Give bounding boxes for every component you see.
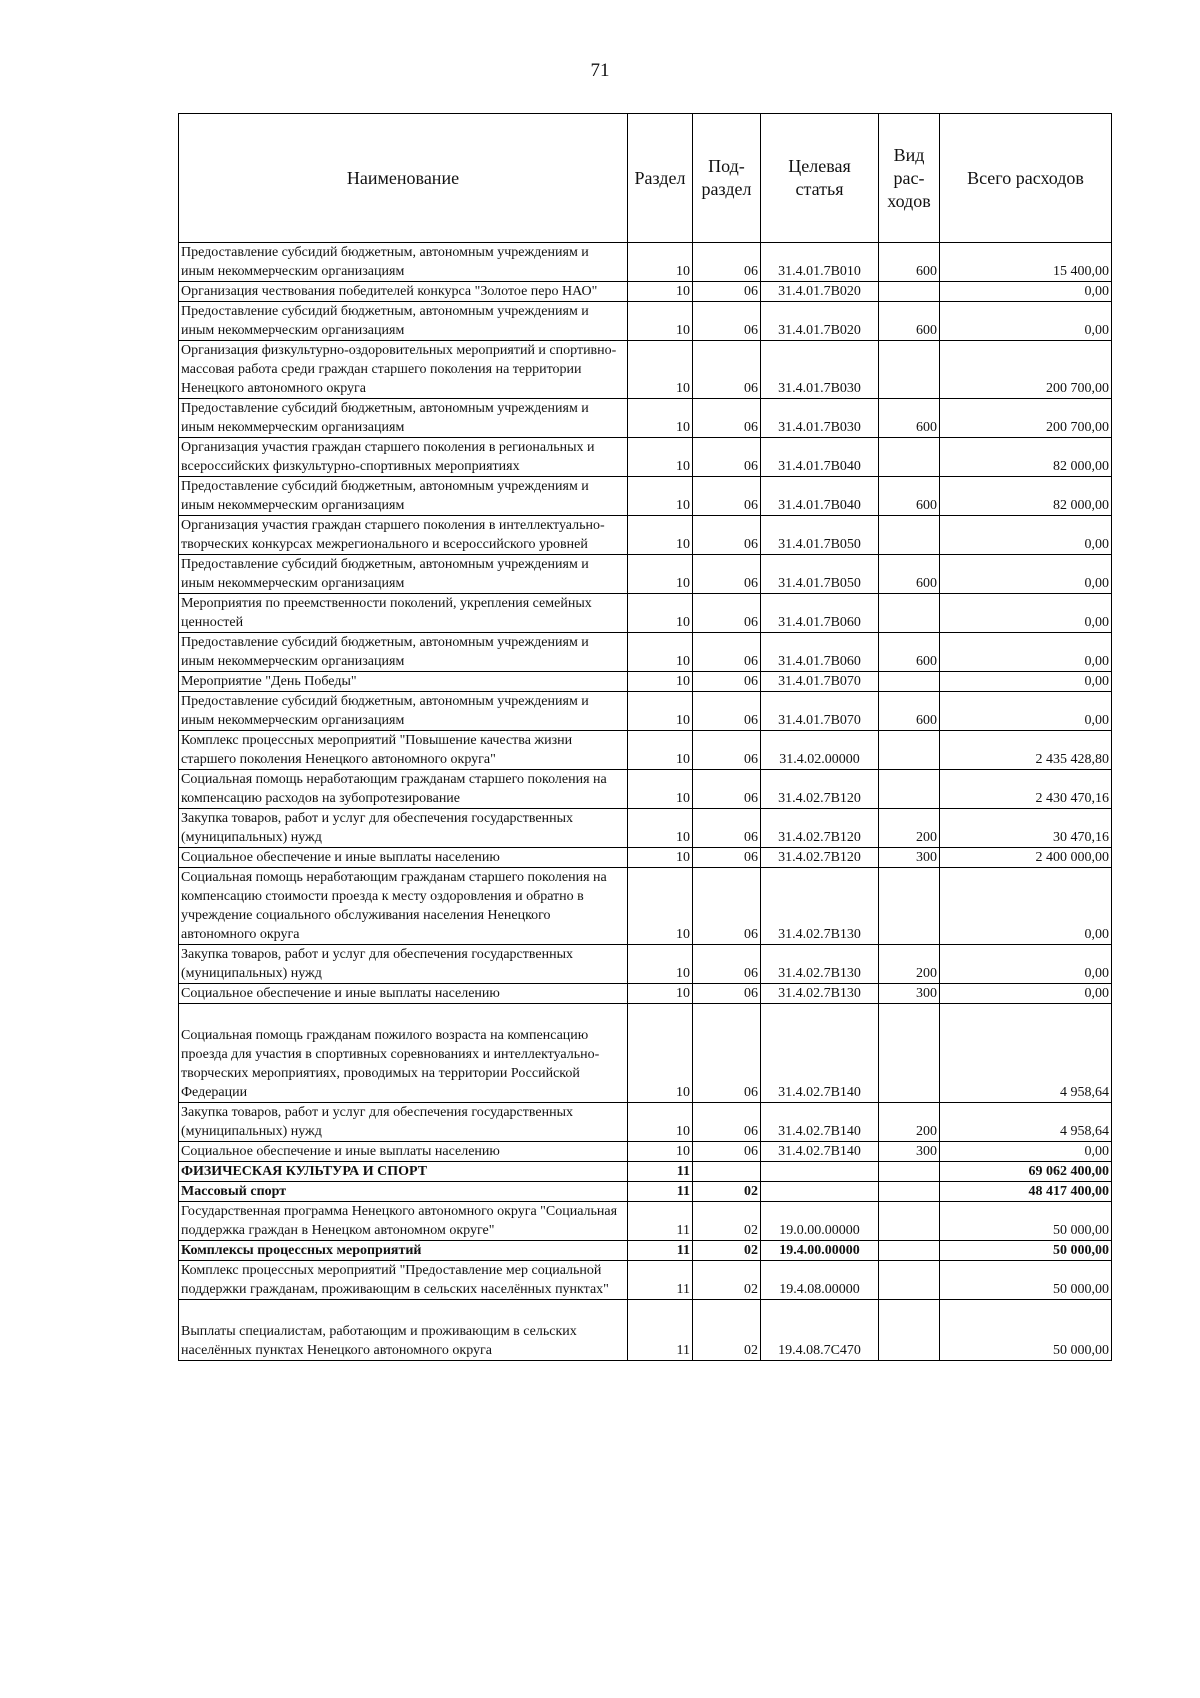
row-target: 19.4.08.7С470	[761, 1300, 879, 1361]
row-expense-type: 600	[879, 477, 940, 516]
header-section: Раздел	[628, 114, 693, 243]
row-section: 10	[628, 341, 693, 399]
row-name: Предоставление субсидий бюджетным, автономным учреждениям и иным некоммерческим организациям	[179, 302, 628, 341]
table-row	[179, 282, 1112, 302]
row-target: 31.4.02.7В130	[761, 868, 879, 945]
row-subsection: 02	[693, 1261, 761, 1300]
table-row	[179, 984, 1112, 1004]
row-subsection: 06	[693, 594, 761, 633]
row-total: 0,00	[940, 594, 1112, 633]
row-target: 31.4.01.7В010	[761, 243, 879, 282]
table-row	[179, 945, 1112, 984]
row-expense-type: 300	[879, 1142, 940, 1162]
row-section: 11	[628, 1202, 693, 1241]
row-target: 31.4.02.7В130	[761, 984, 879, 1004]
row-name: Организация участия граждан старшего поколения в интеллектуально-творческих конкурсах межрегионального и всероссийского уровней	[179, 516, 628, 555]
row-target: 31.4.02.7В140	[761, 1004, 879, 1103]
row-target: 19.4.08.00000	[761, 1261, 879, 1300]
row-total: 50 000,00	[940, 1300, 1112, 1361]
row-subsection: 06	[693, 516, 761, 555]
table-row	[179, 1142, 1112, 1162]
table-row	[179, 633, 1112, 672]
table-row	[179, 672, 1112, 692]
row-subsection: 06	[693, 868, 761, 945]
row-section: 11	[628, 1261, 693, 1300]
row-target	[761, 1182, 879, 1202]
row-expense-type: 600	[879, 692, 940, 731]
table-row	[179, 1202, 1112, 1241]
row-expense-type: 600	[879, 302, 940, 341]
row-section: 11	[628, 1241, 693, 1261]
row-target: 31.4.02.00000	[761, 731, 879, 770]
row-expense-type	[879, 1241, 940, 1261]
row-section: 10	[628, 1103, 693, 1142]
row-section: 10	[628, 672, 693, 692]
row-subsection: 02	[693, 1300, 761, 1361]
row-subsection	[693, 1162, 761, 1182]
row-expense-type: 300	[879, 848, 940, 868]
row-subsection: 06	[693, 1103, 761, 1142]
row-name: Закупка товаров, работ и услуг для обеспечения государственных (муниципальных) нужд	[179, 809, 628, 848]
row-name: Предоставление субсидий бюджетным, автономным учреждениям и иным некоммерческим организациям	[179, 477, 628, 516]
row-section: 10	[628, 731, 693, 770]
table-row	[179, 868, 1112, 945]
table-row	[179, 692, 1112, 731]
row-expense-type: 600	[879, 399, 940, 438]
table-row	[179, 1261, 1112, 1300]
row-name: Комплекс процессных мероприятий "Предоставление мер социальной поддержки гражданам, проживающим в сельских населённых пунктах"	[179, 1261, 628, 1300]
row-name: Социальное обеспечение и иные выплаты населению	[179, 1142, 628, 1162]
budget-table	[178, 113, 1112, 1361]
row-section: 10	[628, 633, 693, 672]
row-total: 82 000,00	[940, 438, 1112, 477]
table-row	[179, 302, 1112, 341]
row-total: 200 700,00	[940, 399, 1112, 438]
row-subsection: 06	[693, 1004, 761, 1103]
table-row	[179, 243, 1112, 282]
row-subsection: 06	[693, 731, 761, 770]
row-target: 31.4.01.7В030	[761, 399, 879, 438]
row-target	[761, 1162, 879, 1182]
row-total: 82 000,00	[940, 477, 1112, 516]
row-target: 19.4.00.00000	[761, 1241, 879, 1261]
row-total: 0,00	[940, 555, 1112, 594]
table-row	[179, 516, 1112, 555]
row-total: 50 000,00	[940, 1202, 1112, 1241]
row-section: 10	[628, 770, 693, 809]
row-total: 0,00	[940, 984, 1112, 1004]
row-name: Закупка товаров, работ и услуг для обеспечения государственных (муниципальных) нужд	[179, 1103, 628, 1142]
row-target: 19.0.00.00000	[761, 1202, 879, 1241]
row-target: 31.4.01.7В050	[761, 516, 879, 555]
row-name: Комплекс процессных мероприятий "Повышение качества жизни старшего поколения Ненецкого автономного округа"	[179, 731, 628, 770]
row-subsection: 02	[693, 1182, 761, 1202]
table-row	[179, 399, 1112, 438]
row-target: 31.4.01.7В020	[761, 302, 879, 341]
row-name: Массовый спорт	[179, 1182, 628, 1202]
row-total: 50 000,00	[940, 1261, 1112, 1300]
row-section: 10	[628, 438, 693, 477]
row-total: 200 700,00	[940, 341, 1112, 399]
header-expense-type: Вид рас-ходов	[879, 114, 940, 243]
header-target: Целевая статья	[761, 114, 879, 243]
table-row	[179, 1300, 1112, 1361]
row-total: 0,00	[940, 302, 1112, 341]
row-name: Предоставление субсидий бюджетным, автономным учреждениям и иным некоммерческим организациям	[179, 555, 628, 594]
row-section: 10	[628, 477, 693, 516]
row-total: 0,00	[940, 672, 1112, 692]
table-row	[179, 848, 1112, 868]
row-name: Государственная программа Ненецкого автономного округа "Социальная поддержка граждан в Ненецком автономном округе"	[179, 1202, 628, 1241]
row-name: Организация участия граждан старшего поколения в региональных и всероссийских физкультурно-спортивных мероприятиях	[179, 438, 628, 477]
row-section: 10	[628, 594, 693, 633]
row-expense-type	[879, 770, 940, 809]
row-name: ФИЗИЧЕСКАЯ КУЛЬТУРА И СПОРТ	[179, 1162, 628, 1182]
row-target: 31.4.01.7В050	[761, 555, 879, 594]
row-subsection: 06	[693, 477, 761, 516]
row-section: 10	[628, 984, 693, 1004]
row-section: 10	[628, 1004, 693, 1103]
row-expense-type	[879, 1202, 940, 1241]
row-expense-type	[879, 1261, 940, 1300]
row-section: 10	[628, 692, 693, 731]
row-expense-type: 300	[879, 984, 940, 1004]
row-name: Социальная помощь гражданам пожилого возраста на компенсацию проезда для участия в спортивных соревнованиях и интеллектуально-творческих мероприятиях, проводимых на территории Российской Федерации	[179, 1004, 628, 1103]
header-subsection: Под-раздел	[693, 114, 761, 243]
row-total: 0,00	[940, 692, 1112, 731]
row-name: Предоставление субсидий бюджетным, автономным учреждениям и иным некоммерческим организациям	[179, 399, 628, 438]
row-name: Предоставление субсидий бюджетным, автономным учреждениям и иным некоммерческим организациям	[179, 633, 628, 672]
row-target: 31.4.01.7В070	[761, 672, 879, 692]
row-subsection: 06	[693, 243, 761, 282]
row-section: 10	[628, 848, 693, 868]
row-subsection: 06	[693, 984, 761, 1004]
row-subsection: 06	[693, 438, 761, 477]
row-target: 31.4.01.7В070	[761, 692, 879, 731]
row-target: 31.4.01.7В060	[761, 633, 879, 672]
table-header-row	[179, 114, 1112, 243]
row-section: 10	[628, 555, 693, 594]
row-target: 31.4.02.7В120	[761, 848, 879, 868]
row-name: Организация физкультурно-оздоровительных мероприятий и спортивно-массовая работа среди граждан старшего поколения на территории Ненецкого автономного округа	[179, 341, 628, 399]
row-section: 11	[628, 1300, 693, 1361]
row-subsection: 06	[693, 555, 761, 594]
row-expense-type	[879, 672, 940, 692]
row-target: 31.4.01.7В060	[761, 594, 879, 633]
row-expense-type	[879, 1004, 940, 1103]
row-expense-type	[879, 1182, 940, 1202]
row-expense-type	[879, 1162, 940, 1182]
row-target: 31.4.02.7В120	[761, 770, 879, 809]
row-target: 31.4.01.7В030	[761, 341, 879, 399]
header-total: Всего расходов	[940, 114, 1112, 243]
row-total: 0,00	[940, 633, 1112, 672]
table-row	[179, 809, 1112, 848]
row-total: 0,00	[940, 516, 1112, 555]
row-target: 31.4.02.7В130	[761, 945, 879, 984]
row-total: 2 430 470,16	[940, 770, 1112, 809]
row-total: 2 400 000,00	[940, 848, 1112, 868]
row-total: 0,00	[940, 282, 1112, 302]
row-subsection: 06	[693, 809, 761, 848]
row-subsection: 06	[693, 302, 761, 341]
row-expense-type: 200	[879, 945, 940, 984]
row-target: 31.4.02.7В140	[761, 1142, 879, 1162]
row-section: 10	[628, 945, 693, 984]
row-subsection: 06	[693, 692, 761, 731]
row-expense-type	[879, 731, 940, 770]
row-subsection: 06	[693, 672, 761, 692]
row-subsection: 06	[693, 633, 761, 672]
table-row	[179, 1004, 1112, 1103]
row-name: Организация чествования победителей конкурса "Золотое перо НАО"	[179, 282, 628, 302]
row-expense-type: 200	[879, 1103, 940, 1142]
row-subsection: 06	[693, 341, 761, 399]
row-name: Предоставление субсидий бюджетным, автономным учреждениям и иным некоммерческим организациям	[179, 692, 628, 731]
row-target: 31.4.01.7В040	[761, 438, 879, 477]
row-section: 10	[628, 302, 693, 341]
row-target: 31.4.02.7В120	[761, 809, 879, 848]
row-section: 10	[628, 282, 693, 302]
row-section: 11	[628, 1182, 693, 1202]
row-section: 10	[628, 243, 693, 282]
row-expense-type	[879, 282, 940, 302]
row-section: 10	[628, 1142, 693, 1162]
table-row	[179, 1241, 1112, 1261]
row-expense-type	[879, 868, 940, 945]
row-expense-type: 600	[879, 633, 940, 672]
row-total: 2 435 428,80	[940, 731, 1112, 770]
row-name: Комплексы процессных мероприятий	[179, 1241, 628, 1261]
row-total: 48 417 400,00	[940, 1182, 1112, 1202]
row-section: 10	[628, 399, 693, 438]
row-target: 31.4.01.7В020	[761, 282, 879, 302]
table-row	[179, 1162, 1112, 1182]
row-subsection: 06	[693, 1142, 761, 1162]
table-row	[179, 1182, 1112, 1202]
row-subsection: 02	[693, 1241, 761, 1261]
row-section: 11	[628, 1162, 693, 1182]
row-subsection: 06	[693, 282, 761, 302]
row-total: 50 000,00	[940, 1241, 1112, 1261]
row-total: 0,00	[940, 1142, 1112, 1162]
table-row	[179, 1103, 1112, 1142]
table-row	[179, 438, 1112, 477]
row-target: 31.4.01.7В040	[761, 477, 879, 516]
row-name: Социальное обеспечение и иные выплаты населению	[179, 984, 628, 1004]
header-name: Наименование	[179, 114, 628, 243]
row-section: 10	[628, 868, 693, 945]
table-row	[179, 477, 1112, 516]
row-total: 30 470,16	[940, 809, 1112, 848]
row-expense-type: 600	[879, 243, 940, 282]
row-subsection: 06	[693, 770, 761, 809]
row-expense-type	[879, 516, 940, 555]
row-expense-type: 600	[879, 555, 940, 594]
row-total: 0,00	[940, 868, 1112, 945]
row-subsection: 06	[693, 399, 761, 438]
page-number: 71	[590, 60, 610, 81]
row-target: 31.4.02.7В140	[761, 1103, 879, 1142]
row-expense-type	[879, 1300, 940, 1361]
table-row	[179, 731, 1112, 770]
row-name: Мероприятие "День Победы"	[179, 672, 628, 692]
table-row	[179, 594, 1112, 633]
row-section: 10	[628, 809, 693, 848]
table-row	[179, 770, 1112, 809]
row-total: 0,00	[940, 945, 1112, 984]
row-name: Мероприятия по преемственности поколений, укрепления семейных ценностей	[179, 594, 628, 633]
row-name: Закупка товаров, работ и услуг для обеспечения государственных (муниципальных) нужд	[179, 945, 628, 984]
table-row	[179, 341, 1112, 399]
row-name: Социальное обеспечение и иные выплаты населению	[179, 848, 628, 868]
row-expense-type	[879, 438, 940, 477]
row-expense-type	[879, 341, 940, 399]
row-name: Социальная помощь неработающим гражданам старшего поколения на компенсацию стоимости проезда к месту оздоровления и обратно в учреждение социального обслуживания населения Ненецкого автономного округа	[179, 868, 628, 945]
row-name: Социальная помощь неработающим гражданам старшего поколения на компенсацию расходов на зубопротезирование	[179, 770, 628, 809]
row-expense-type	[879, 594, 940, 633]
row-subsection: 02	[693, 1202, 761, 1241]
row-total: 69 062 400,00	[940, 1162, 1112, 1182]
row-total: 4 958,64	[940, 1004, 1112, 1103]
row-total: 15 400,00	[940, 243, 1112, 282]
row-subsection: 06	[693, 848, 761, 868]
row-total: 4 958,64	[940, 1103, 1112, 1142]
table-row	[179, 555, 1112, 594]
row-name: Предоставление субсидий бюджетным, автономным учреждениям и иным некоммерческим организациям	[179, 243, 628, 282]
row-expense-type: 200	[879, 809, 940, 848]
row-section: 10	[628, 516, 693, 555]
row-subsection: 06	[693, 945, 761, 984]
row-name: Выплаты специалистам, работающим и проживающим в сельских населённых пунктах Ненецкого автономного округа	[179, 1300, 628, 1361]
